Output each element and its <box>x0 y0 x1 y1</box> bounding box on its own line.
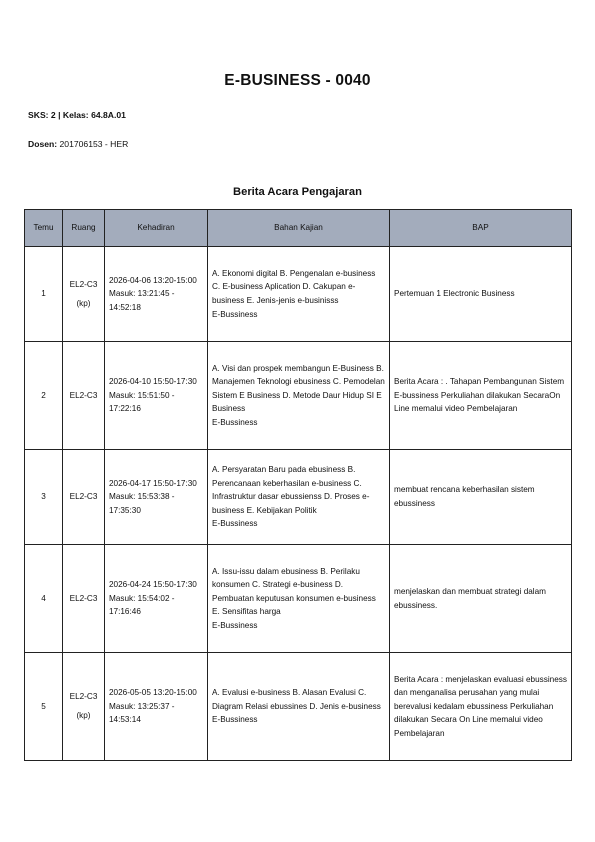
table-row <box>25 545 572 653</box>
bahan-kajian-cell <box>208 342 390 450</box>
ruang-name: EL2-C3 <box>69 593 98 603</box>
header-ruang: Ruang <box>63 210 105 247</box>
bahan-kajian-cell <box>208 450 390 545</box>
bahan-kajian-text: A. Issu-issu dalam ebusiness B. Perilaku konsumen C. Strategi e-business D. Pembuatan keputusan konsumen e-business E. Sensifitas harga E-Bussiness <box>212 566 376 630</box>
sks-kelas-label: SKS: 2 | Kelas: <box>28 110 92 120</box>
kehadiran-cell <box>105 450 208 545</box>
table-row <box>25 653 572 761</box>
ruang-cell <box>63 653 105 761</box>
bap-cell: Berita Acara : menjelaskan evaluasi ebussiness dan menganalisa perusahan yang mulai berevalusi kedalam ebussiness Perkuliahan dilakukan Secara On Line memalui video Pembelajaran <box>390 653 572 761</box>
jadwal-time: 2026-04-06 13:20-15:00 <box>109 275 197 285</box>
kelas-value: 64.8A.01 <box>91 110 126 120</box>
masuk-time: Masuk: 15:51:50 - 17:22:16 <box>109 390 175 414</box>
temu-cell: 1 <box>25 247 63 342</box>
jadwal-time: 2026-05-05 13:20-15:00 <box>109 688 197 698</box>
temu-cell: 2 <box>25 342 63 450</box>
sks-kelas-line <box>28 110 126 120</box>
bahan-kajian-cell <box>208 545 390 653</box>
ruang-note: (kp) <box>76 711 91 720</box>
header-bap: BAP <box>390 210 572 247</box>
bap-cell: membuat rencana keberhasilan sistem ebussiness <box>390 450 572 545</box>
dosen-line <box>28 139 128 149</box>
header-temu: Temu <box>25 210 63 247</box>
bahan-kajian-text: A. Visi dan prospek membangun E-Business B. Manajemen Teknologi ebusiness C. Pemodelan Sistem E Business D. Metode Daur Hidup SI E Business E-Bussiness <box>212 363 385 427</box>
table-title: Berita Acara Pengajaran <box>233 186 362 198</box>
bahan-kajian-text: A. Evalusi e-business B. Alasan Evalusi C. Diagram Relasi ebussines D. Jenis e-business E-Bussiness <box>212 688 381 725</box>
ruang-name: EL2-C3 <box>69 390 98 400</box>
bap-cell: Berita Acara : . Tahapan Pembangunan Sistem E-bussiness Perkuliahan dilakukan SecaraOn Line memalui video Pembelajaran <box>390 342 572 450</box>
ruang-cell <box>63 247 105 342</box>
ruang-cell <box>63 450 105 545</box>
kehadiran-cell <box>105 653 208 761</box>
header-bahan-kajian: Bahan Kajian <box>208 210 390 247</box>
ruang-cell <box>63 545 105 653</box>
bahan-kajian-text: A. Persyaratan Baru pada ebusiness B. Perencanaan keberhasilan e-business C. Infrastruktur dasar ebussienss D. Proses e-business E. Kebijakan Politik E-Bussiness <box>212 465 370 529</box>
dosen-label: Dosen: <box>28 139 60 149</box>
masuk-time: Masuk: 13:25:37 - 14:53:14 <box>109 701 175 725</box>
temu-cell: 3 <box>25 450 63 545</box>
temu-cell: 5 <box>25 653 63 761</box>
masuk-time: Masuk: 15:54:02 - 17:16:46 <box>109 593 175 617</box>
course-title: E-BUSINESS - 0040 <box>224 72 371 89</box>
bahan-kajian-cell <box>208 247 390 342</box>
masuk-time: Masuk: 15:53:38 - 17:35:30 <box>109 492 175 515</box>
table-header-row <box>25 210 572 247</box>
ruang-name: EL2-C3 <box>69 279 98 289</box>
kehadiran-cell <box>105 247 208 342</box>
bap-cell: menjelaskan dan membuat strategi dalam ebussiness. <box>390 545 572 653</box>
masuk-time: Masuk: 13:21:45 - 14:52:18 <box>109 289 175 312</box>
ruang-cell <box>63 342 105 450</box>
table-row <box>25 247 572 342</box>
bahan-kajian-text: A. Ekonomi digital B. Pengenalan e-business C. E-business Aplication D. Cakupan e-business E. Jenis-jenis e-businisss E-Bussiness <box>212 268 376 319</box>
ruang-name: EL2-C3 <box>69 692 98 702</box>
kehadiran-cell <box>105 545 208 653</box>
header-kehadiran: Kehadiran <box>105 210 208 247</box>
dosen-value: 201706153 - HER <box>59 139 129 149</box>
ruang-name: EL2-C3 <box>69 492 98 502</box>
ruang-note: (kp) <box>76 298 91 308</box>
berita-acara-table <box>24 209 572 761</box>
jadwal-time: 2026-04-24 15:50-17:30 <box>109 580 197 590</box>
table-row <box>25 450 572 545</box>
temu-cell: 4 <box>25 545 63 653</box>
jadwal-time: 2026-04-17 15:50-17:30 <box>109 478 197 488</box>
bahan-kajian-cell <box>208 653 390 761</box>
table-row <box>25 342 572 450</box>
kehadiran-cell <box>105 342 208 450</box>
bap-cell: Pertemuan 1 Electronic Business <box>390 247 572 342</box>
jadwal-time: 2026-04-10 15:50-17:30 <box>109 377 197 387</box>
